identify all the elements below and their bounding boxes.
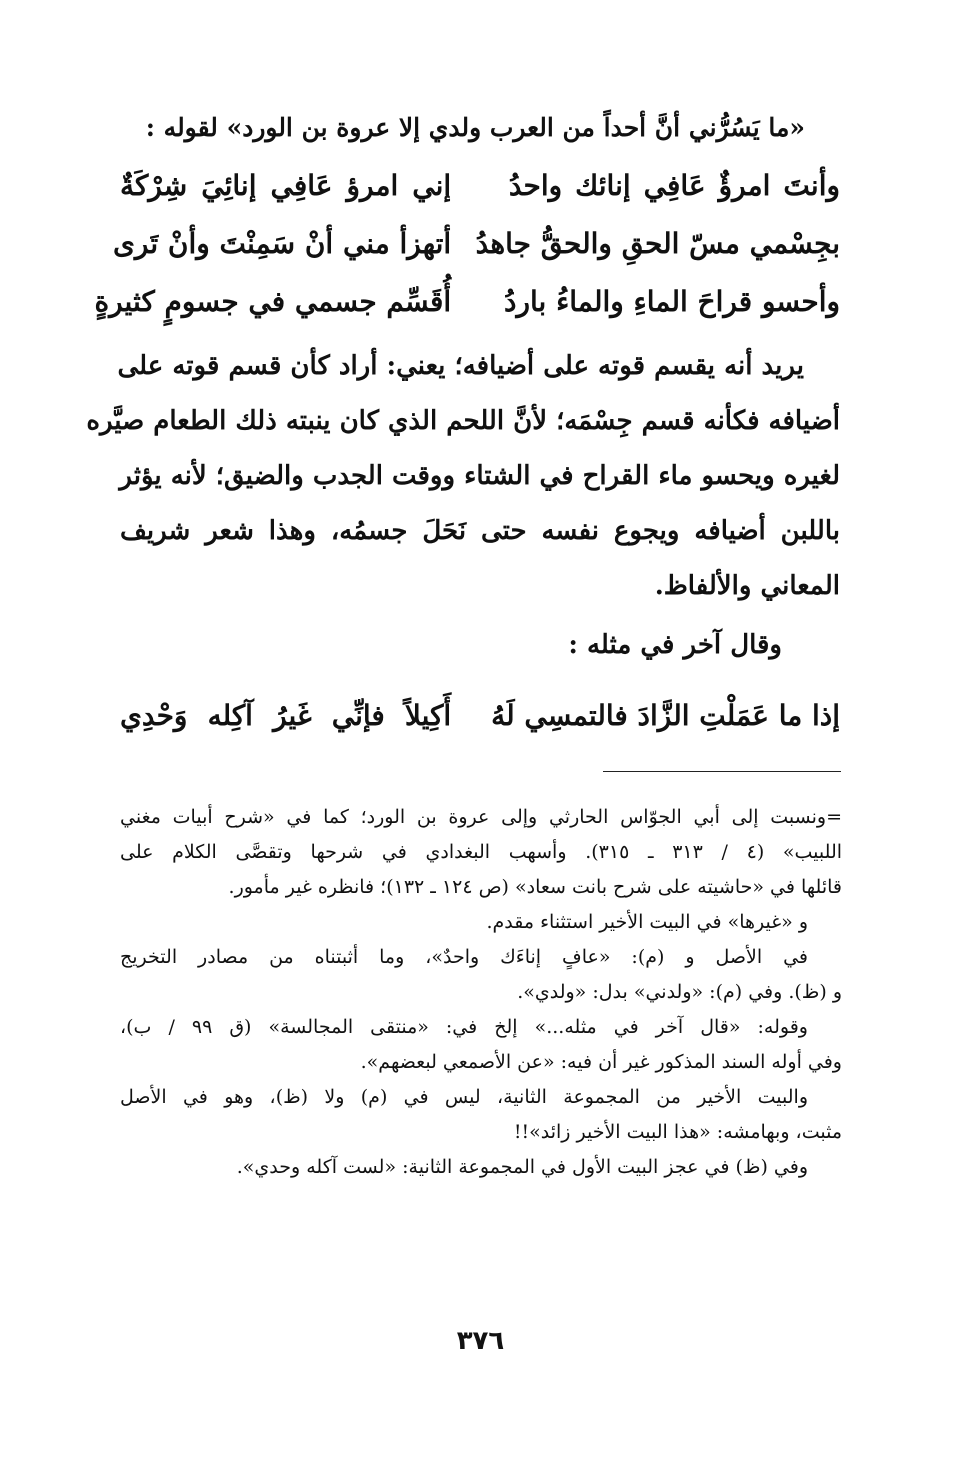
footnote-line: و «غيرها» في البيت الأخير استثناء مقدم. — [486, 911, 808, 933]
footnote-line: والبيت الأخير من المجموعة الثانية، ليس في (م) ولا (ظ)، وهو في الأصل — [120, 1086, 808, 1108]
footnote-line: وفي أوله السند المذكور غير أن فيه: «عن الأصمعي لبعضهم». — [360, 1051, 842, 1073]
verse-4-second-hemistich: أَكِيلاً فإنِّي غَيرُ آكِله وَحْدِي — [120, 699, 452, 732]
footnote-line: وفي (ظ) في عجز البيت الأول في المجموعة الثانية: «لست آكله وحدي». — [236, 1156, 808, 1178]
footnotes — [120, 800, 842, 1185]
verse-2-second-hemistich: أتهزأ مني أنْ سَمِنْتَ وأنْ تَرى — [113, 227, 452, 260]
verse-1-first-hemistich: وأنتَ امرؤٌ عَافِي إنائك واحدُ — [508, 169, 840, 202]
verse-3 — [94, 273, 840, 331]
footnote-line: و (ظ). وفي (م): «ولدني» بدل: «ولدي». — [517, 981, 842, 1003]
footnote-line: في الأصل و (م): «عافٍ إناءَك واحدٌ»، وما أثبتناه من مصادر التخريج — [120, 946, 808, 968]
footnote-line: مثبت، وبهامشه: «هذا البيت الأخير زائد»!! — [513, 1121, 842, 1143]
another-said-line: وقال آخر في مثله : — [568, 630, 782, 660]
footnote-line: اللبيب» (٤ / ٣١٣ ـ ٣١٥). وأسهب البغدادي في شرحها وتقصَّى الكلام على — [120, 841, 843, 863]
verse-4-first-hemistich: إذا ما عَمَلْتِ الزَّادَ فالتمسِي لَهُ — [491, 699, 840, 732]
main-text — [86, 105, 840, 749]
intro-line: «ما يَسُرُّني أنَّ أحداً من العرب ولدي إلا عروة بن الورد» لقوله : — [145, 113, 805, 142]
paragraph-line: لغيره ويحسو ماء القراح في الشتاء ووقت الجدب والضيق؛ لأنه يؤثر — [119, 461, 840, 491]
verse-4 — [120, 683, 840, 749]
verse-3-second-hemistich: أُقَسِّم جسمي في جسومٍ كثيرةٍ — [94, 285, 452, 318]
verse-2 — [113, 215, 840, 273]
footnote-line: =ونسبت إلى أبي الجوّاس الحارثي وإلى عروة بن الورد؛ كما في «شرح أبيات مغني — [120, 806, 842, 828]
footnote-line: قائلها في «حاشيته على شرح بانت سعاد» (ص ١٢٤ ـ ١٣٢)؛ فانظره غير مأمور. — [228, 876, 842, 898]
paragraph-line: باللبن أضيافه ويجوع نفسه حتى نَحَلَ جسمُه، وهذا شعر شريف — [120, 516, 840, 546]
verse-3-first-hemistich: وأحسو قراحَ الماءِ والماءُ باردُ — [504, 285, 840, 318]
paragraph-line: المعاني والألفاظ. — [654, 571, 840, 601]
verse-1-second-hemistich: إني امرؤ عَافِي إنائِيَ شِرْكَةٌ — [120, 169, 452, 202]
commentary-paragraph — [86, 339, 840, 614]
verse-1 — [120, 157, 840, 215]
paragraph-line: يريد أنه يقسم قوته على أضيافه؛ يعني: أراد كأن قسم قوته على — [117, 351, 804, 381]
footnote-divider — [603, 771, 841, 772]
paragraph-line: أضيافه فكأنه قسم جِسْمَه؛ لأنَّ اللحم الذي كان ينبته ذلك الطعام صيَّره — [86, 406, 840, 436]
verse-2-first-hemistich: بجِسْمي مسّ الحقِ والحقُّ جاهدُ — [475, 227, 840, 260]
footnote-line: وقوله: «قال آخر في مثله...» إلخ في: «منتقى المجالسة» (ق ٩٩ / ب)، — [120, 1016, 808, 1038]
page-number: ٣٧٦ — [456, 1326, 505, 1356]
